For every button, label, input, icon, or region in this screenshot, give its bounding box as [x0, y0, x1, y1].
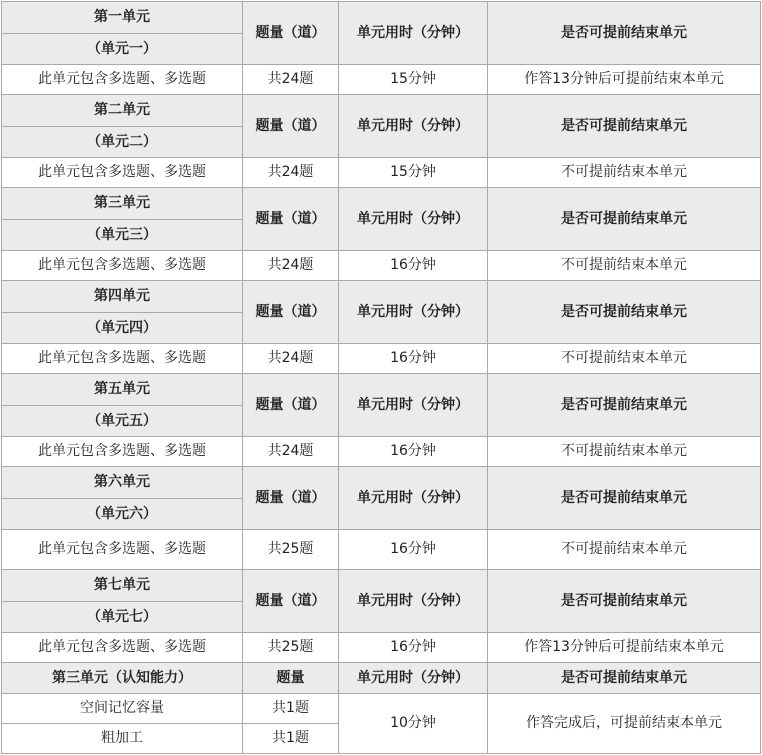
unit-description: 此单元包含多选题、多选题 — [2, 437, 243, 467]
unit-duration: 16分钟 — [339, 633, 488, 663]
unit-data-row — [2, 158, 761, 188]
unit-title: 第三单元 — [2, 188, 243, 220]
unit-header-row — [2, 374, 761, 406]
unit-title: 第一单元 — [2, 2, 243, 34]
unit-duration: 16分钟 — [339, 437, 488, 467]
unit-title: 第六单元 — [2, 467, 243, 499]
early-end-header: 是否可提前结束单元 — [488, 2, 761, 65]
unit-description: 此单元包含多选题、多选题 — [2, 633, 243, 663]
unit-question-count: 共24题 — [243, 437, 339, 467]
count-header: 题量（道） — [243, 374, 339, 437]
time-header: 单元用时（分钟） — [339, 281, 488, 344]
time-header: 单元用时（分钟） — [339, 2, 488, 65]
unit-data-row — [2, 437, 761, 467]
time-header: 单元用时（分钟） — [339, 467, 488, 530]
cognitive-early-end-header: 是否可提前结束单元 — [488, 663, 761, 694]
time-header: 单元用时（分钟） — [339, 570, 488, 633]
unit-header-row — [2, 570, 761, 602]
unit-early-end: 不可提前结束本单元 — [488, 158, 761, 188]
unit-description: 此单元包含多选题、多选题 — [2, 158, 243, 188]
unit-question-count: 共24题 — [243, 344, 339, 374]
cognitive-item-count: 共1题 — [243, 694, 339, 724]
time-header: 单元用时（分钟） — [339, 374, 488, 437]
early-end-header: 是否可提前结束单元 — [488, 95, 761, 158]
unit-title: 第四单元 — [2, 281, 243, 313]
unit-subtitle: （单元七） — [2, 602, 243, 633]
unit-description: 此单元包含多选题、多选题 — [2, 251, 243, 281]
cognitive-title: 第三单元（认知能力） — [2, 663, 243, 694]
unit-data-row — [2, 65, 761, 95]
cognitive-duration: 10分钟 — [339, 694, 488, 754]
cognitive-time-header: 单元用时（分钟） — [339, 663, 488, 694]
unit-question-count: 共24题 — [243, 158, 339, 188]
unit-early-end: 不可提前结束本单元 — [488, 344, 761, 374]
early-end-header: 是否可提前结束单元 — [488, 281, 761, 344]
unit-subtitle: （单元一） — [2, 34, 243, 65]
cognitive-item-name: 粗加工 — [2, 724, 243, 754]
unit-data-row — [2, 633, 761, 663]
count-header: 题量（道） — [243, 95, 339, 158]
exam-units-table-body — [2, 2, 761, 754]
unit-description: 此单元包含多选题、多选题 — [2, 530, 243, 570]
unit-description: 此单元包含多选题、多选题 — [2, 344, 243, 374]
unit-header-row — [2, 467, 761, 499]
cognitive-item-count: 共1题 — [243, 724, 339, 754]
unit-title: 第二单元 — [2, 95, 243, 127]
cognitive-header-row — [2, 663, 761, 694]
early-end-header: 是否可提前结束单元 — [488, 374, 761, 437]
early-end-header: 是否可提前结束单元 — [488, 188, 761, 251]
unit-duration: 16分钟 — [339, 251, 488, 281]
unit-subtitle: （单元六） — [2, 499, 243, 530]
unit-header-row — [2, 281, 761, 313]
unit-description: 此单元包含多选题、多选题 — [2, 65, 243, 95]
unit-duration: 15分钟 — [339, 158, 488, 188]
unit-question-count: 共24题 — [243, 65, 339, 95]
unit-duration: 15分钟 — [339, 65, 488, 95]
unit-subtitle: （单元二） — [2, 127, 243, 158]
unit-data-row — [2, 530, 761, 570]
unit-subtitle: （单元三） — [2, 220, 243, 251]
unit-header-row — [2, 188, 761, 220]
unit-early-end: 不可提前结束本单元 — [488, 251, 761, 281]
unit-header-row — [2, 2, 761, 34]
unit-data-row — [2, 251, 761, 281]
unit-duration: 16分钟 — [339, 530, 488, 570]
cognitive-item-name: 空间记忆容量 — [2, 694, 243, 724]
count-header: 题量（道） — [243, 570, 339, 633]
cognitive-count-header: 题量 — [243, 663, 339, 694]
exam-units-table — [1, 1, 761, 754]
unit-data-row — [2, 344, 761, 374]
early-end-header: 是否可提前结束单元 — [488, 467, 761, 530]
count-header: 题量（道） — [243, 281, 339, 344]
unit-question-count: 共24题 — [243, 251, 339, 281]
cognitive-early-end: 作答完成后，可提前结束本单元 — [488, 694, 761, 754]
unit-title: 第五单元 — [2, 374, 243, 406]
count-header: 题量（道） — [243, 467, 339, 530]
unit-early-end: 不可提前结束本单元 — [488, 437, 761, 467]
unit-question-count: 共25题 — [243, 633, 339, 663]
unit-question-count: 共25题 — [243, 530, 339, 570]
time-header: 单元用时（分钟） — [339, 188, 488, 251]
unit-header-row — [2, 95, 761, 127]
unit-subtitle: （单元四） — [2, 313, 243, 344]
count-header: 题量（道） — [243, 2, 339, 65]
count-header: 题量（道） — [243, 188, 339, 251]
unit-early-end: 作答13分钟后可提前结束本单元 — [488, 65, 761, 95]
unit-subtitle: （单元五） — [2, 406, 243, 437]
unit-title: 第七单元 — [2, 570, 243, 602]
time-header: 单元用时（分钟） — [339, 95, 488, 158]
unit-early-end: 不可提前结束本单元 — [488, 530, 761, 570]
cognitive-item-row — [2, 694, 761, 724]
unit-duration: 16分钟 — [339, 344, 488, 374]
early-end-header: 是否可提前结束单元 — [488, 570, 761, 633]
unit-early-end: 作答13分钟后可提前结束本单元 — [488, 633, 761, 663]
